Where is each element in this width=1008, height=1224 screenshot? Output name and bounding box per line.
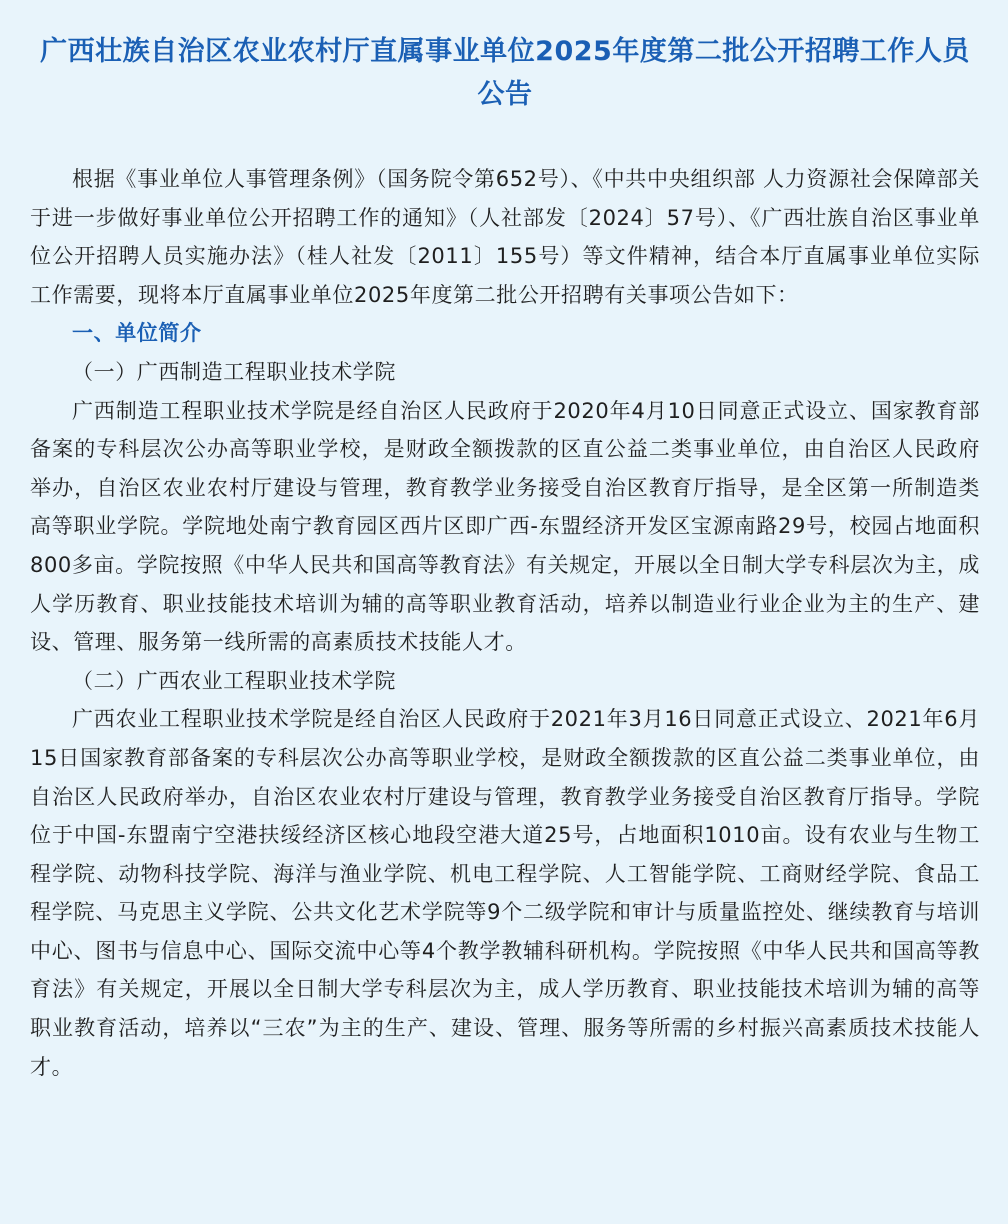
unit2-description: 广西农业工程职业技术学院是经自治区人民政府于2021年3月16日同意正式设立、2021年6月15日国家教育部备案的专科层次公办高等职业学校，是财政全额拨款的区直公益二类事业单位，由自治区人民政府举办，自治区农业农村厅建设与管理，教育教学业务接受自治区教育厅指导。学院位于中国-东盟南宁空港扶绥经济区核心地段空港大道25号，占地面积1010亩。设有农业与生物工程学院、动物科技学院、海洋与渔业学院、机电工程学院、人工智能学院、工商财经学院、食品工程学院、马克思主义学院、公共文化艺术学院等9个二级学院和审计与质量监控处、继续教育与培训中心、图书与信息中心、国际交流中心等4个教学教辅科研机构。学院按照《中华人民共和国高等教育法》有关规定，开展以全日制大学专科层次为主，成人学历教育、职业技能技术培训为辅的高等职业教育活动，培养以“三农”为主的生产、建设、管理、服务等所需的乡村振兴高素质技术技能人才。 — [30, 707, 980, 1079]
section-heading-unit-intro: 一、单位简介 — [72, 321, 202, 346]
unit1-description: 广西制造工程职业技术学院是经自治区人民政府于2020年4月10日同意正式设立、国家教育部备案的专科层次公办高等职业学校，是财政全额拨款的区直公益二类事业单位，由自治区人民政府举办，自治区农业农村厅建设与管理，教育教学业务接受自治区教育厅指导，是全区第一所制造类高等职业学院。学院地处南宁教育园区西片区即广西-东盟经济开发区宝源南路29号，校园占地面积800多亩。学院按照《中华人民共和国高等教育法》有关规定，开展以全日制大学专科层次为主，成人学历教育、职业技能技术培训为辅的高等职业教育活动，培养以制造业行业企业为主的生产、建设、管理、服务第一线所需的高素质技术技能人才。 — [30, 398, 980, 655]
unit1-heading: （一）广西制造工程职业技术学院 — [72, 359, 396, 384]
intro-paragraph: 根据《事业单位人事管理条例》（国务院令第652号）、《中共中央组织部 人力资源社会保障部关于进一步做好事业单位公开招聘工作的通知》（人社部发〔2024〕57号）、《广西壮族自治区事业单位公开招聘人员实施办法》（桂人社发〔2011〕155号）等文件精神，结合本厅直属事业单位实际工作需要，现将本厅直属事业单位2025年度第二批公开招聘有关事项公告如下： — [30, 167, 980, 307]
unit2-heading: （二）广西农业工程职业技术学院 — [72, 668, 396, 693]
announcement-body — [30, 160, 980, 1086]
announcement-title: 广西壮族自治区农业农村厅直属事业单位2025年度第二批公开招聘工作人员公告 — [40, 36, 970, 110]
